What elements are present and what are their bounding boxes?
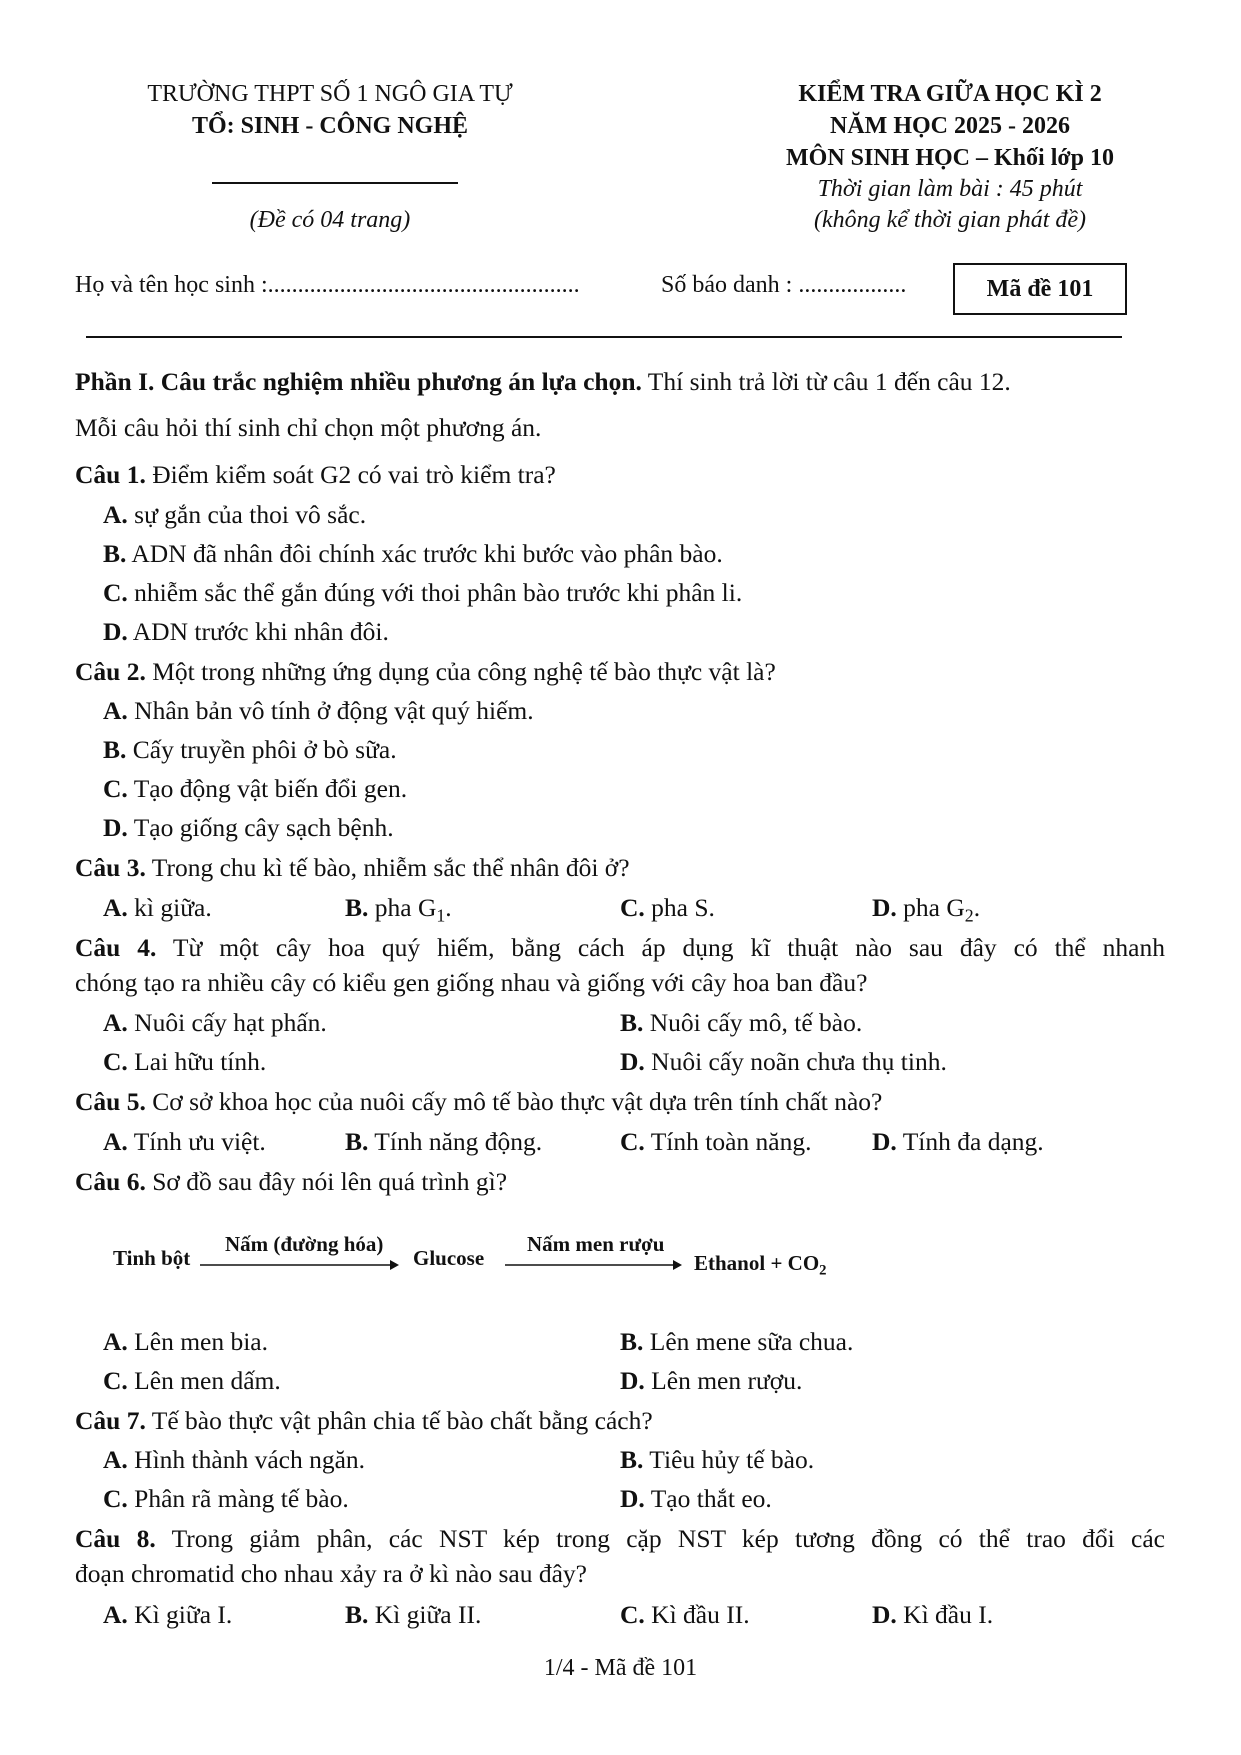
q8-option-c[interactable] (620, 1600, 750, 1630)
part1-instruction: Thí sinh trả lời từ câu 1 đến câu 12. (641, 367, 1011, 396)
option-text: Lai hữu tính. (127, 1047, 267, 1076)
option-key: A. (103, 1445, 128, 1474)
option-key: C. (103, 1366, 128, 1395)
q4-option-c[interactable] (103, 1047, 266, 1077)
question-label: Câu 3. (75, 853, 146, 882)
student-id-field: Số báo danh : .................. (661, 272, 907, 298)
option-key: A. (103, 696, 128, 725)
q7-option-d[interactable] (620, 1484, 772, 1514)
option-key: B. (345, 1600, 369, 1629)
q2-option-c[interactable] (103, 774, 407, 804)
option-text: Phân rã màng tế bào. (127, 1484, 349, 1513)
question-text: Một trong những ứng dụng của công nghệ tế bào thực vật là? (145, 657, 776, 686)
option-text: Kì đầu II. (644, 1600, 750, 1629)
q3-option-c[interactable] (620, 893, 715, 923)
option-text: Tạo giống cây sạch bệnh. (127, 813, 394, 842)
option-tail: . (973, 893, 981, 922)
option-text: Lên men rượu. (644, 1366, 803, 1395)
diagram-end-subscript: 2 (819, 1262, 827, 1279)
option-text: Lên mene sữa chua. (643, 1327, 854, 1356)
diagram-arrow-2-label: Nấm men rượu (527, 1232, 665, 1256)
option-key: C. (620, 1127, 645, 1156)
exam-code: Mã đề 101 (986, 275, 1094, 302)
q1-option-d[interactable] (103, 617, 389, 647)
option-key: D. (872, 1127, 897, 1156)
option-key: D. (103, 813, 128, 842)
question-4 (75, 933, 1165, 963)
pages-note: (Đề có 04 trang) (249, 207, 411, 233)
option-text: Nuôi cấy mô, tế bào. (643, 1008, 863, 1037)
option-text: Tính năng động. (368, 1127, 543, 1156)
option-key: C. (103, 1484, 128, 1513)
option-text: Kì giữa I. (127, 1600, 233, 1629)
page-footer: 1/4 - Mã đề 101 (543, 1655, 698, 1681)
question-4-line-2: chóng tạo ra nhiều cây có kiểu gen giống nhau và giống với cây hoa ban đầu? (75, 968, 868, 997)
q5-option-a[interactable] (103, 1127, 266, 1157)
q2-option-d[interactable] (103, 813, 394, 843)
option-key: D. (620, 1047, 645, 1076)
question-label: Câu 8. (75, 1524, 156, 1553)
option-key: B. (103, 539, 127, 568)
school-year: NĂM HỌC 2025 - 2026 (830, 113, 1070, 139)
question-6 (75, 1167, 507, 1197)
question-label: Câu 4. (75, 933, 157, 962)
q5-option-b[interactable] (345, 1127, 542, 1157)
option-tail: . (445, 893, 452, 922)
question-text: Tế bào thực vật phân chia tế bào chất bằng cách? (145, 1406, 653, 1435)
option-key: D. (872, 893, 897, 922)
option-text: Tính đa dạng. (896, 1127, 1044, 1156)
option-text: ADN đã nhân đôi chính xác trước khi bước vào phân bào. (126, 539, 723, 568)
question-label: Câu 1. (75, 460, 146, 489)
q3-option-d[interactable] (872, 893, 980, 926)
option-text: sự gắn của thoi vô sắc. (127, 500, 367, 529)
option-key: C. (620, 1600, 645, 1629)
option-text: ADN trước khi nhân đôi. (127, 617, 389, 646)
option-text: pha G (368, 893, 437, 922)
option-key: A. (103, 893, 128, 922)
option-key: B. (620, 1327, 644, 1356)
exam-code-box (953, 263, 1127, 315)
diagram-arrow-1-label: Nấm (đường hóa) (225, 1232, 384, 1256)
student-name-field: Họ và tên học sinh :.................................................... (75, 272, 580, 298)
option-key: C. (103, 578, 128, 607)
question-label: Câu 7. (75, 1406, 146, 1435)
question-text: Cơ sở khoa học của nuôi cấy mô tế bào thực vật dựa trên tính chất nào? (145, 1087, 883, 1116)
option-key: B. (620, 1008, 644, 1037)
q6-option-d[interactable] (620, 1366, 802, 1396)
q1-option-b[interactable] (103, 539, 723, 569)
option-key: B. (345, 893, 369, 922)
option-text: Lên men bia. (127, 1327, 268, 1356)
school-name: TRƯỜNG THPT SỐ 1 NGÔ GIA TỰ (147, 81, 513, 107)
q7-option-b[interactable] (620, 1445, 814, 1475)
option-subscript: 1 (436, 905, 446, 926)
question-7 (75, 1406, 653, 1436)
part1-instruction-2: Mỗi câu hỏi thí sinh chỉ chọn một phương án. (75, 413, 542, 442)
option-text: Kì giữa II. (368, 1600, 482, 1629)
q8-option-b[interactable] (345, 1600, 481, 1630)
question-3 (75, 853, 630, 883)
q3-option-b[interactable] (345, 893, 452, 926)
q4-option-d[interactable] (620, 1047, 947, 1077)
option-text: Lên men dấm. (127, 1366, 281, 1395)
option-key: B. (620, 1445, 644, 1474)
question-1 (75, 460, 556, 490)
question-label: Câu 2. (75, 657, 146, 686)
option-text: Kì đầu I. (896, 1600, 994, 1629)
part1-heading (75, 367, 1011, 397)
option-text: Nuôi cấy hạt phấn. (127, 1008, 327, 1037)
diagram-start: Tinh bột (113, 1246, 191, 1270)
q7-option-a[interactable] (103, 1445, 365, 1475)
option-key: D. (620, 1366, 645, 1395)
option-subscript: 2 (964, 905, 974, 926)
option-text: Cấy truyền phôi ở bò sữa. (126, 735, 397, 764)
option-text: kì giữa. (127, 893, 212, 922)
option-key: A. (103, 500, 128, 529)
question-label: Câu 5. (75, 1087, 146, 1116)
option-key: D. (872, 1600, 897, 1629)
diagram-arrow-1 (200, 1259, 400, 1271)
question-8 (75, 1524, 1165, 1554)
department-name: TỔ: SINH - CÔNG NGHỆ (191, 113, 469, 139)
q2-option-a[interactable] (103, 696, 534, 726)
option-key: B. (103, 735, 127, 764)
q3-option-a[interactable] (103, 893, 212, 923)
option-key: A. (103, 1600, 128, 1629)
q8-option-a[interactable] (103, 1600, 232, 1630)
q8-option-d[interactable] (872, 1600, 993, 1630)
q4-option-b[interactable] (620, 1008, 862, 1038)
q5-option-d[interactable] (872, 1127, 1044, 1157)
option-key: C. (620, 893, 645, 922)
exam-title: KIỂM TRA GIỮA HỌC KÌ 2 (798, 81, 1102, 107)
q7-option-c[interactable] (103, 1484, 349, 1514)
option-key: A. (103, 1327, 128, 1356)
q6-option-b[interactable] (620, 1327, 853, 1357)
option-text: pha S. (644, 893, 715, 922)
option-key: C. (103, 774, 128, 803)
diagram-end (694, 1251, 827, 1279)
option-text: nhiễm sắc thể gắn đúng với thoi phân bào trước khi phân li. (127, 578, 743, 607)
question-text: Trong chu kì tế bào, nhiễm sắc thể nhân đôi ở? (145, 853, 630, 882)
q6-option-a[interactable] (103, 1327, 268, 1357)
option-text: Hình thành vách ngăn. (127, 1445, 366, 1474)
option-key: A. (103, 1008, 128, 1037)
question-2 (75, 657, 776, 687)
question-text: Điểm kiểm soát G2 có vai trò kiểm tra? (145, 460, 556, 489)
question-8-line-2: đoạn chromatid cho nhau xảy ra ở kì nào sau đây? (75, 1559, 587, 1588)
option-text: Tiêu hủy tế bào. (643, 1445, 815, 1474)
option-key: B. (345, 1127, 369, 1156)
option-text: Tính toàn năng. (644, 1127, 812, 1156)
q2-option-b[interactable] (103, 735, 397, 765)
q1-option-c[interactable] (103, 578, 742, 608)
option-key: D. (103, 617, 128, 646)
option-text: Nhân bản vô tính ở động vật quý hiếm. (127, 696, 534, 725)
subject-line: MÔN SINH HỌC – Khối lớp 10 (786, 145, 1114, 171)
option-text: pha G (896, 893, 965, 922)
option-key: A. (103, 1127, 128, 1156)
option-text: Nuôi cấy noãn chưa thụ tinh. (644, 1047, 947, 1076)
q4-option-a[interactable] (103, 1008, 327, 1038)
question-text: Trong giảm phân, các NST kép trong cặp NST kép tương đồng có thể trao đổi các (155, 1524, 1165, 1553)
question-text: Từ một cây hoa quý hiếm, bằng cách áp dụng kĩ thuật nào sau đây có thể nhanh (156, 933, 1165, 962)
option-text: Tạo động vật biến đổi gen. (127, 774, 408, 803)
header-bottom-rule (86, 336, 1122, 338)
part1-title: Phần I. Câu trắc nghiệm nhiều phương án lựa chọn. (75, 367, 642, 396)
duration: Thời gian làm bài : 45 phút (817, 176, 1083, 202)
header-left-divider (212, 182, 458, 184)
diagram-arrow-2 (505, 1259, 683, 1271)
option-key: C. (103, 1047, 128, 1076)
q1-option-a[interactable] (103, 500, 366, 530)
question-text: Sơ đồ sau đây nói lên quá trình gì? (145, 1167, 508, 1196)
option-text: Tính ưu việt. (127, 1127, 266, 1156)
question-label: Câu 6. (75, 1167, 146, 1196)
duration-note: (không kể thời gian phát đề) (813, 207, 1087, 233)
q6-option-c[interactable] (103, 1366, 281, 1396)
diagram-end-text: Ethanol + CO (694, 1251, 820, 1275)
question-5 (75, 1087, 882, 1117)
diagram-middle: Glucose (413, 1246, 485, 1270)
q5-option-c[interactable] (620, 1127, 811, 1157)
option-text: Tạo thắt eo. (644, 1484, 772, 1513)
option-key: D. (620, 1484, 645, 1513)
